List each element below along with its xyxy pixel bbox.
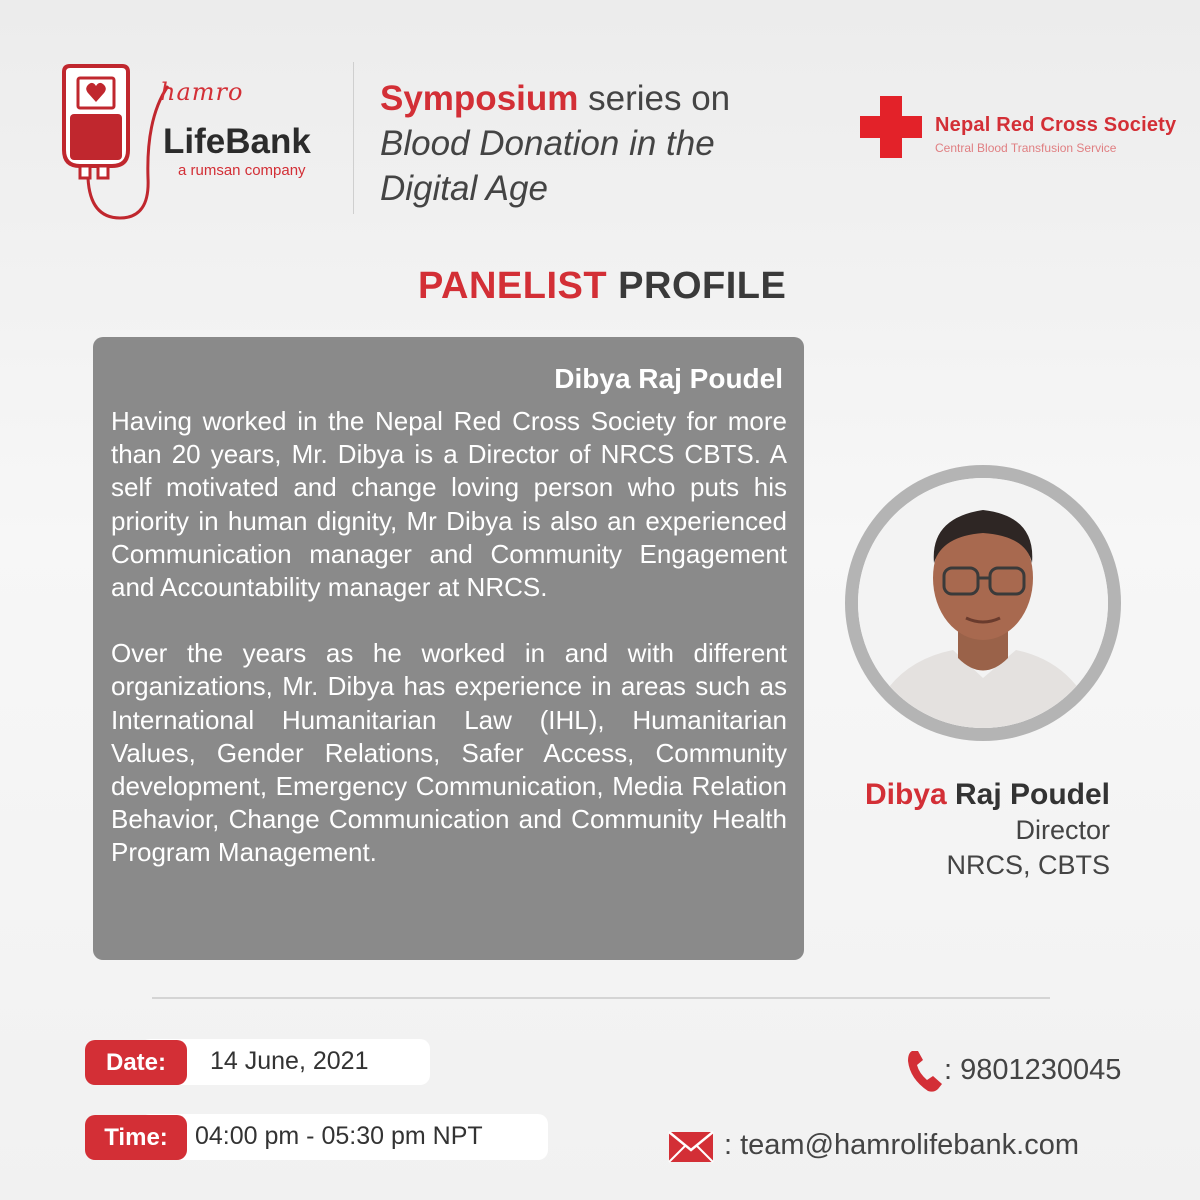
panelist-photo-frame bbox=[845, 465, 1121, 741]
panelist-org: NRCS, CBTS bbox=[946, 850, 1110, 880]
phone-number: : 9801230045 bbox=[944, 1054, 1122, 1086]
panelist-title: Director bbox=[1015, 815, 1110, 845]
bio-paragraph-1: Having worked in the Nepal Red Cross Society for more than 20 years, Mr. Dibya is a Director of NRCS CBTS. A self motivated and change loving person who puts his priority in human dignity, Mr Dibya is also an experienced Communication manager and Community Engagement and Accountability manager at NRCS. bbox=[111, 406, 787, 603]
logo-name: LifeBank bbox=[163, 122, 311, 161]
panelist-name bbox=[865, 778, 1110, 812]
title-line-2: Blood Donation in the bbox=[380, 124, 715, 163]
panelist-first-name: Dibya bbox=[864, 778, 947, 811]
time-value: 04:00 pm - 05:30 pm NPT bbox=[195, 1122, 483, 1150]
bio-card bbox=[93, 337, 804, 960]
time-pill bbox=[140, 1114, 548, 1160]
date-value: 14 June, 2021 bbox=[210, 1047, 369, 1075]
footer-divider bbox=[152, 997, 1050, 999]
red-cross-icon bbox=[860, 96, 922, 158]
title-rest: series on bbox=[578, 79, 731, 118]
bio-paragraph-2: Over the years as he worked in and with different organizations, Mr. Dibya has experience in areas such as International Humanitarian Law (IHL), Humanitarian Values, Gender Relations, Safer Access, Community development, Emergency Communication, Media Relation Behavior, Change Communication and Community Health Program Management. bbox=[111, 638, 787, 868]
title-line-3: Digital Age bbox=[380, 169, 548, 208]
section-title-rest: PROFILE bbox=[607, 265, 787, 307]
date-label: Date: bbox=[85, 1040, 187, 1085]
partner-name: Nepal Red Cross Society bbox=[935, 114, 1177, 136]
event-title bbox=[380, 76, 800, 211]
panelist-last-name: Raj Poudel bbox=[946, 778, 1110, 811]
time-label: Time: bbox=[85, 1115, 187, 1160]
phone-icon bbox=[906, 1049, 944, 1093]
bio-text bbox=[111, 405, 787, 903]
partner-subtitle: Central Blood Transfusion Service bbox=[935, 141, 1117, 155]
title-highlight: Symposium bbox=[380, 79, 579, 118]
bio-name: Dibya Raj Poudel bbox=[554, 363, 783, 394]
logo-script-text: hamro bbox=[160, 78, 244, 106]
section-title bbox=[418, 265, 786, 308]
header-divider bbox=[353, 62, 354, 214]
logo-tagline: a rumsan company bbox=[178, 162, 306, 179]
panelist-photo bbox=[858, 478, 1108, 728]
section-title-highlight: PANELIST bbox=[418, 265, 608, 307]
email-address: : team@hamrolifebank.com bbox=[724, 1129, 1080, 1161]
mail-icon bbox=[668, 1131, 714, 1163]
